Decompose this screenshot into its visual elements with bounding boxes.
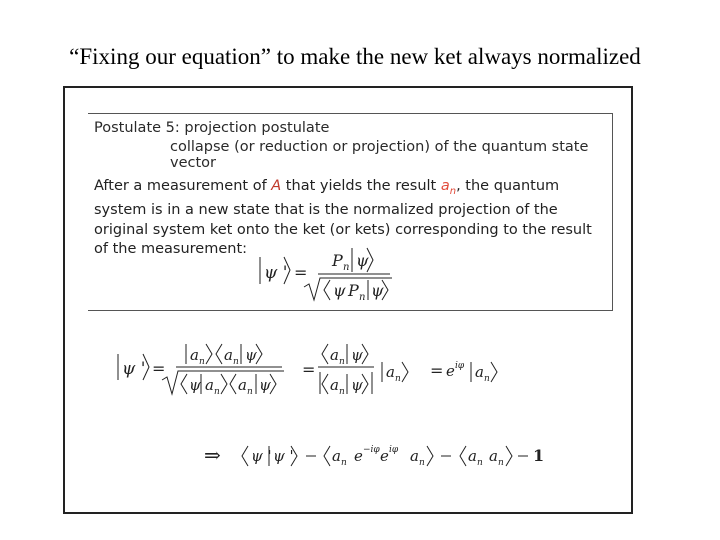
- svg-text:ψ: ψ: [351, 346, 363, 364]
- svg-text:n: n: [233, 357, 239, 367]
- svg-text:a: a: [205, 376, 214, 394]
- svg-text:a: a: [330, 346, 339, 364]
- svg-text:=: =: [302, 360, 316, 379]
- svg-text:n: n: [247, 387, 253, 397]
- svg-text:ψ: ψ: [245, 346, 257, 364]
- svg-text:n: n: [419, 458, 425, 468]
- eq1-psi-prime: ψ ': [264, 263, 288, 283]
- projection-equation: [260, 248, 392, 303]
- svg-text:n: n: [477, 458, 483, 468]
- svg-text:ψ: ψ: [259, 376, 271, 394]
- svg-text:ψ: ψ: [351, 376, 363, 394]
- svg-text:iφ: iφ: [455, 361, 465, 371]
- result-one: 1: [533, 446, 545, 465]
- body-before-observable: After a measurement of: [94, 178, 272, 194]
- svg-text:ψ: ψ: [333, 281, 346, 300]
- svg-text:e: e: [380, 447, 389, 465]
- svg-text:n: n: [498, 458, 504, 468]
- svg-text:n: n: [339, 357, 345, 367]
- svg-text:iφ: iφ: [389, 445, 399, 455]
- svg-text:ψ: ψ: [356, 251, 369, 270]
- svg-text:a: a: [410, 447, 419, 465]
- normalized-ket-equation: [118, 344, 497, 397]
- svg-text:e: e: [354, 447, 363, 465]
- svg-text:ψ: ψ: [371, 281, 384, 300]
- svg-text:n: n: [339, 387, 345, 397]
- svg-text:=: =: [430, 361, 444, 380]
- body-after: , the quantum system is in a new state that is the normalized projection of the original system ket onto the ket (or kets) corresponding to the result of the measurement:: [94, 178, 592, 258]
- svg-text:n: n: [359, 292, 366, 303]
- eq1-equals: =: [294, 263, 308, 282]
- svg-text:n: n: [199, 357, 205, 367]
- postulate-heading: Postulate 5: projection postulate: [94, 120, 330, 136]
- svg-text:n: n: [341, 458, 347, 468]
- postulate-subheading: collapse (or reduction or projection) of the quantum state vector: [170, 139, 589, 171]
- implies-arrow: ⇒: [204, 443, 221, 467]
- svg-text:=: =: [152, 359, 166, 378]
- observable-symbol: A: [271, 178, 282, 194]
- body-mid: that yields the result: [281, 178, 441, 194]
- svg-text:a: a: [386, 363, 395, 381]
- svg-text:a: a: [475, 363, 484, 381]
- svg-text:n: n: [214, 387, 220, 397]
- svg-text:a: a: [238, 376, 247, 394]
- slide-title: “Fixing our equation” to make the new ket always normalized: [69, 44, 641, 69]
- eq1-projector: P: [332, 251, 343, 270]
- svg-text:n: n: [484, 374, 490, 384]
- svg-text:ψ ': ψ ': [251, 447, 272, 465]
- svg-text:a: a: [468, 447, 477, 465]
- svg-text:P: P: [348, 281, 359, 300]
- svg-text:ψ ': ψ ': [122, 359, 146, 379]
- svg-text:n: n: [395, 374, 401, 384]
- svg-text:n: n: [343, 262, 350, 273]
- svg-text:ψ: ψ: [189, 376, 201, 394]
- svg-text:a: a: [190, 346, 199, 364]
- svg-text:a: a: [330, 376, 339, 394]
- svg-text:a: a: [489, 447, 498, 465]
- result-symbol: $a_n$: [440, 178, 457, 197]
- normalization-check-equation: [204, 443, 544, 468]
- svg-text:e: e: [446, 362, 455, 380]
- svg-text:−iφ: −iφ: [363, 445, 380, 455]
- svg-text:a: a: [224, 346, 233, 364]
- svg-text:a: a: [332, 447, 341, 465]
- svg-text:ψ ': ψ ': [273, 447, 294, 465]
